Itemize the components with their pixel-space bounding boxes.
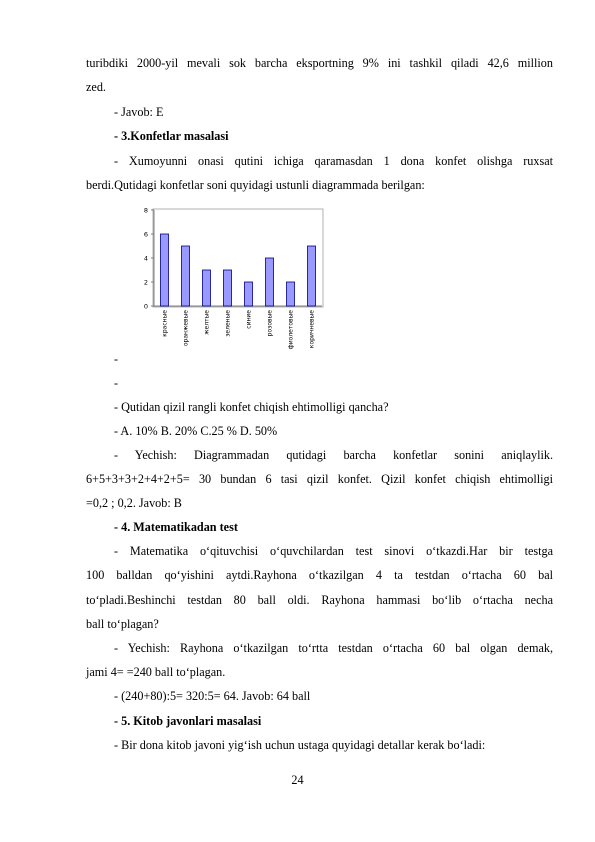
page-number: 24 (291, 773, 304, 787)
y-tick-label: 2 (143, 278, 148, 287)
bar-5 (245, 282, 253, 306)
solution-line: - (240+80):5= 320:5= 64. Javob: 64 ball (114, 689, 311, 703)
paragraph-line: - Bir dona kitob javoni yig‘ish uchun ustaga quyidagi detallar kerak bo‘ladi: (114, 738, 486, 752)
x-tick-label: оранжевые (182, 310, 190, 347)
plot-area-frame (153, 209, 323, 307)
x-tick-label: желтые (203, 310, 211, 335)
section-heading-5: - 5. Kitob javonlari masalasi (114, 714, 262, 728)
question-line: - Qutidan qizil rangli konfet chiqish ehtimolligi qancha? (114, 400, 389, 414)
bar-1 (161, 234, 169, 306)
dash-line: - (114, 352, 119, 366)
y-tick-label: 4 (143, 254, 148, 263)
solution-line: - Yechish: Rayhona o‘tkazilgan to‘rtta testdan o‘rtacha 60 bal olgan demak, (114, 641, 553, 655)
bar-2 (182, 246, 190, 306)
section-heading-3: - 3.Konfetlar masalasi (114, 129, 229, 143)
x-tick-label: синие (245, 310, 253, 329)
x-tick-label: красные (161, 310, 169, 337)
bar-6 (266, 258, 274, 306)
y-tick-label: 8 (143, 206, 148, 215)
solution-line: jami 4= =240 ball to‘plagan. (86, 665, 226, 679)
x-tick-label: коричневые (308, 310, 316, 349)
solution-line: - Yechish: Diagrammadan qutidagi barcha konfetlar sonini aniqlaylik. (114, 448, 553, 462)
y-tick-label: 0 (143, 302, 148, 311)
x-tick-label: фиолетовые (287, 310, 295, 350)
y-tick-label: 6 (143, 230, 148, 239)
dash-line: - (114, 376, 119, 390)
bar-8 (308, 246, 316, 306)
options-line: - A. 10% B. 20% C.25 % D. 50% (114, 424, 278, 438)
x-tick-label: розовые (266, 310, 274, 337)
answer-line: - Javob: E (114, 105, 164, 119)
paragraph-line: zed. (86, 80, 106, 94)
paragraph-line: ball to‘plagan? (86, 617, 159, 631)
paragraph-line: turibdiki 2000-yil mevali sok barcha eksportning 9% ini tashkil qiladi 42,6 million (86, 56, 553, 70)
x-tick-label: зеленые (224, 310, 232, 337)
paragraph-line: - Matematika o‘qituvchisi o‘quvchilardan test sinovi o‘tkazdi.Har bir testga (114, 544, 553, 558)
solution-line: 6+5+3+3+2+4+2+5= 30 bundan 6 tasi qizil konfet. Qizil konfet chiqish ehtimolligi (86, 472, 553, 486)
bar-4 (224, 270, 232, 306)
bar-7 (287, 282, 295, 306)
paragraph-line: - Xumoyunni onasi qutini ichiga qaramasdan 1 dona konfet olishga ruxsat (114, 154, 553, 168)
section-heading-4: - 4. Matematikadan test (114, 520, 238, 534)
paragraph-line: berdi.Qutidagi konfetlar soni quyidagi ustunli diagrammada berilgan: (86, 178, 425, 192)
solution-line: =0,2 ; 0,2. Javob: B (86, 496, 182, 510)
paragraph-line: to‘pladi.Beshinchi testdan 80 ball oldi. Rayhona hammasi bo‘lib o‘rtacha necha (86, 593, 553, 607)
bar-3 (203, 270, 211, 306)
paragraph-line: 100 balldan qo‘yishini aytdi.Rayhona o‘tkazilgan 4 ta testdan o‘rtacha 60 bal (86, 568, 553, 582)
candy-bar-chart (136, 203, 328, 365)
